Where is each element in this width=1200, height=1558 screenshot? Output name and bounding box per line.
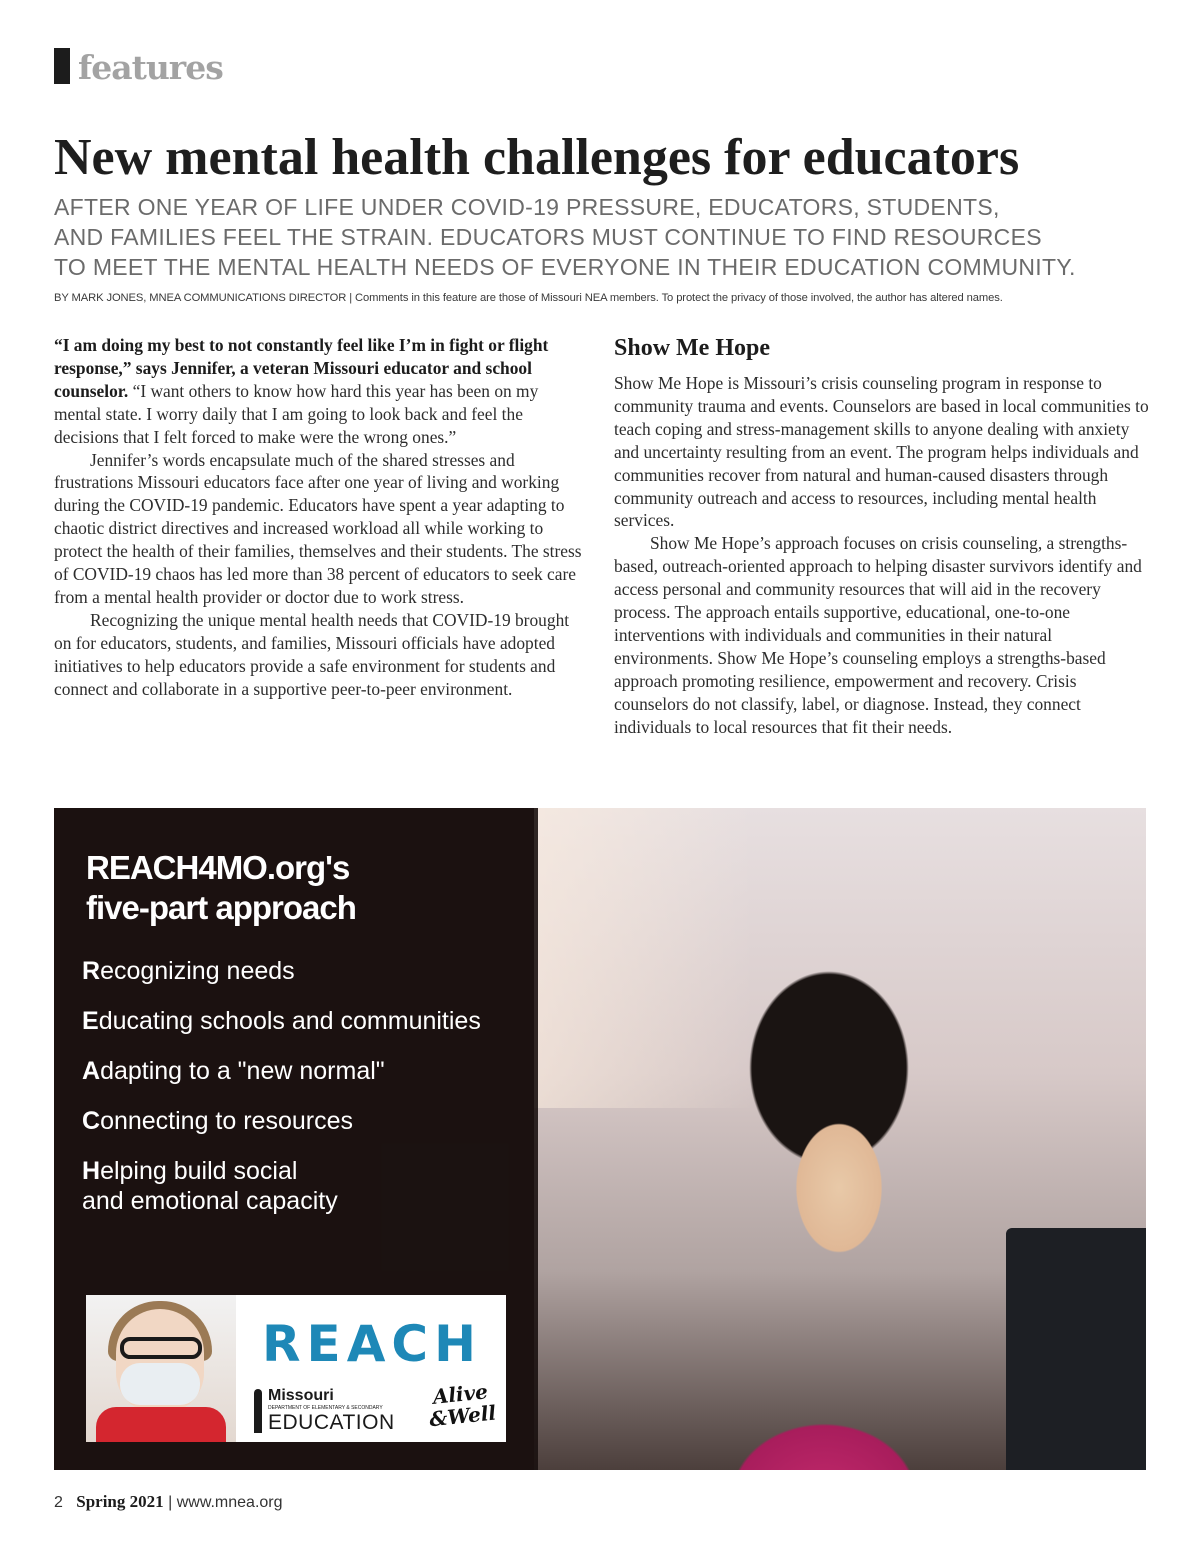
approach-initial: C <box>82 1107 101 1135</box>
photo-monitor <box>1006 1228 1146 1470</box>
body-paragraph: Jennifer’s words encapsulate much of the shared stresses and frustrations Missouri educators face after one year of living and working during the COVID-19 pandemic. Educators have spent a year adapting to chaotic district directives and increased workload all while working to protect the health of their families, themselves and their students. The stress of COVID-19 chaos has led more than 38 percent of educators to seek care from a mental health provider or doctor due to work stress. <box>54 449 582 607</box>
lead-paragraph <box>54 334 584 449</box>
approach-initial: R <box>82 957 101 985</box>
approach-text: ecognizing needs <box>100 957 295 985</box>
approach-text: elping build social <box>100 1157 298 1185</box>
body-paragraph: Recognizing the unique mental health needs that COVID-19 brought on for educators, students, and families, Missouri officials have adopted initiatives to help educators provide a safe environment for students and connect and collaborate in a supportive peer-to-peer environment. <box>54 609 570 699</box>
dese-logo-line: EDUCATION <box>268 1411 395 1434</box>
dese-logo-line: DEPARTMENT OF ELEMENTARY & SECONDARY <box>268 1405 383 1411</box>
approach-initial: E <box>82 1007 99 1035</box>
issue-name: Spring 2021 <box>76 1492 164 1511</box>
body-paragraph: Show Me Hope is Missouri’s crisis counseling program in response to community trauma and events. Counselors are based in local communities to teach coping and stress-management skills to anyone dealing with anxiety and uncertainty resulting from an event. The program helps individuals and communities recover from natural and human-caused disasters through community outreach and access to resources, including mental health services. <box>614 373 1149 531</box>
child-glasses <box>120 1337 202 1359</box>
child-shirt <box>96 1407 226 1442</box>
approach-text: onnecting to resources <box>100 1107 353 1135</box>
approach-item <box>82 1006 522 1036</box>
approach-text-continued: and emotional capacity <box>82 1187 338 1215</box>
feature-title <box>86 848 506 928</box>
footer-separator: | <box>168 1494 173 1511</box>
deck-line: AFTER ONE YEAR OF LIFE UNDER COVID-19 PRESSURE, EDUCATORS, STUDENTS, <box>54 194 1000 220</box>
section-bar <box>54 48 70 84</box>
approach-list <box>82 956 522 1236</box>
lead-rest: “I want others to know how hard this year has been on my mental state. I worry daily that I am going to look back and feel the decisions that I felt forced to make were the wrong ones.” <box>54 380 539 447</box>
approach-text: ducating schools and communities <box>98 1007 481 1035</box>
page-footer <box>54 1492 283 1512</box>
body-paragraph: Show Me Hope’s approach focuses on crisis counseling, a strengths-based, outreach-oriented approach to helping disaster survivors identify and access personal and community resources that will aid in the recovery process. The approach entails supportive, educational, one-to-one interventions with individuals and communities in their natural environments. Show Me Hope’s counseling employs a strengths-based approach promoting resilience, empowerment and recovery. Crisis counselors do not classify, label, or diagnose. Instead, they connect individuals to local resources that fit their needs. <box>614 533 1142 737</box>
article-headline: New mental health challenges for educators <box>54 129 1020 186</box>
alive-well-line: &Well <box>428 1400 498 1432</box>
alive-and-well-logo <box>419 1379 504 1441</box>
dese-logo-line: Missouri <box>268 1387 334 1404</box>
approach-item <box>82 956 522 986</box>
approach-text: dapting to a "new normal" <box>100 1057 385 1085</box>
stressed-student-photo <box>534 808 1146 1470</box>
approach-item <box>82 1156 522 1216</box>
right-column <box>614 334 1149 739</box>
deck-line: TO MEET THE MENTAL HEALTH NEEDS OF EVERYONE IN THEIR EDUCATION COMMUNITY. <box>54 254 1076 280</box>
feature-title-line: REACH4MO.org's <box>86 849 350 886</box>
section-tag <box>54 44 223 87</box>
masked-child-image <box>86 1295 236 1442</box>
photo-window-light <box>534 808 754 1108</box>
approach-item <box>82 1106 522 1136</box>
deck-line: AND FAMILIES FEEL THE STRAIN. EDUCATORS MUST CONTINUE TO FIND RESOURCES <box>54 224 1042 250</box>
reach-logo-card <box>86 1295 506 1442</box>
website-link[interactable]: www.mnea.org <box>176 1494 283 1511</box>
torch-icon <box>254 1389 262 1433</box>
reach-feature-box <box>54 808 1146 1470</box>
approach-item <box>82 1056 522 1086</box>
child-face-mask <box>120 1363 200 1405</box>
page-number: 2 <box>54 1494 63 1511</box>
subhead-show-me-hope: Show Me Hope <box>614 335 770 361</box>
lead-quote: “I am doing my best to not constantly feel like I’m in fight or flight response,” says Jennifer, a veteran Missouri educator and school counselor. <box>54 335 549 401</box>
alive-well-line: Alive <box>431 1379 489 1409</box>
approach-initial: H <box>82 1157 101 1185</box>
article-deck <box>54 192 1154 282</box>
byline: BY MARK JONES, MNEA COMMUNICATIONS DIRECTOR | Comments in this feature are those of Missouri NEA members. To protect the privacy of those involved, the author has altered names. <box>54 292 1003 304</box>
left-column <box>54 334 584 701</box>
missouri-dese-logo <box>254 1387 414 1435</box>
feature-title-line: five-part approach <box>86 889 356 926</box>
section-label: features <box>78 48 223 87</box>
approach-initial: A <box>82 1057 101 1085</box>
reach-logo-word: REACH <box>262 1315 482 1373</box>
